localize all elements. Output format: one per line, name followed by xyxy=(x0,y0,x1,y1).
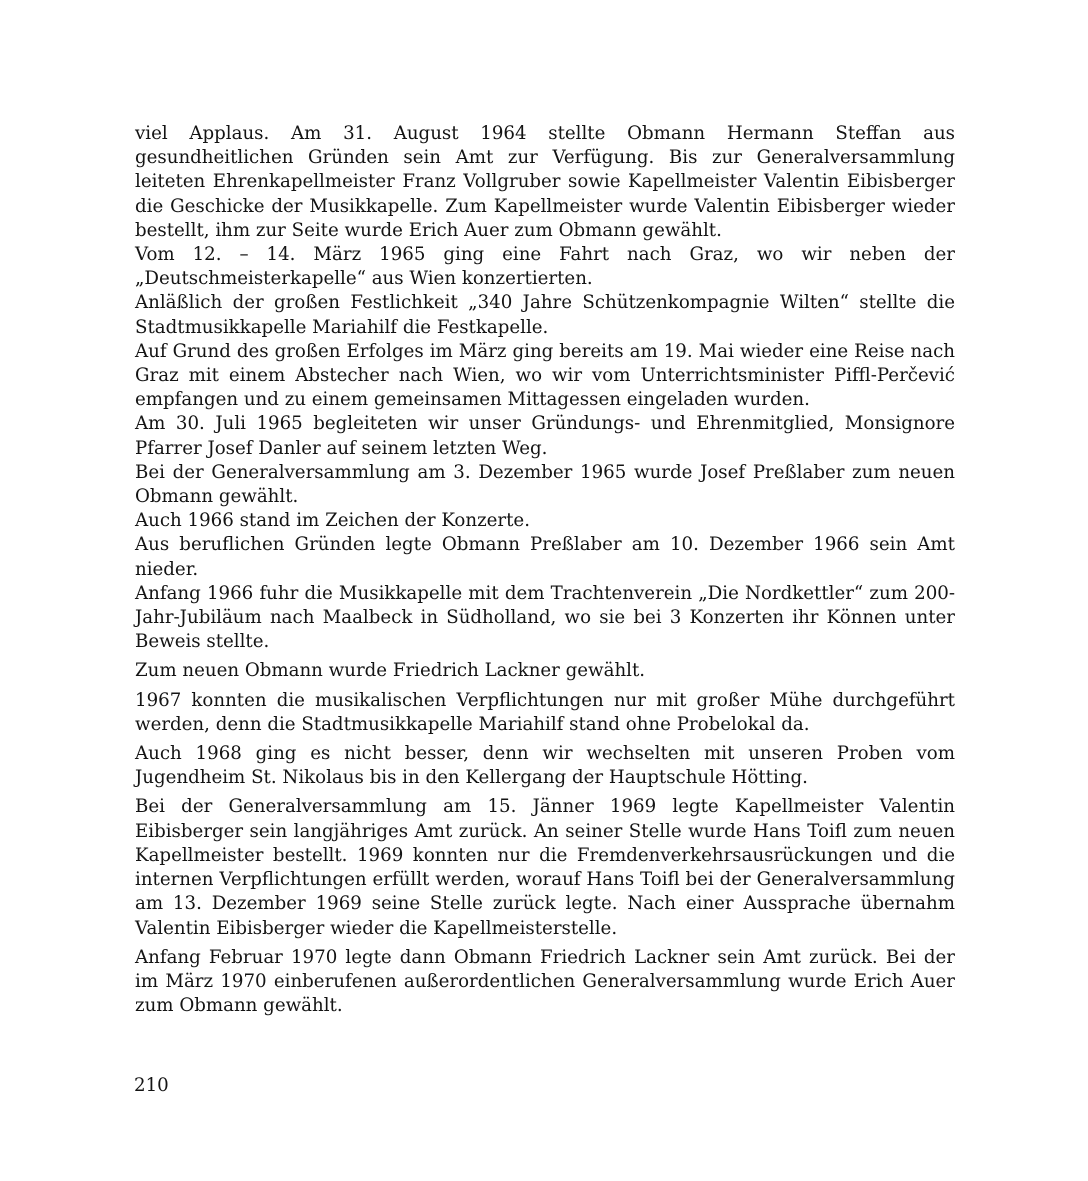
paragraph-graz-maerz-1965: Vom 12. – 14. März 1965 ging eine Fahrt nach Graz, wo wir neben der „Deutschmeisterkapelle“ aus Wien konzertierten. xyxy=(135,244,955,290)
paragraph-schuetzenkompagnie: Anläßlich der großen Festlichkeit „340 Jahre Schützenkompagnie Wilten“ stellte die Stadtmusikkapelle Mariahilf die Festkapelle. xyxy=(135,292,955,338)
paragraph-1967: 1967 konnten die musikalischen Verpflichtungen nur mit großer Mühe durchgeführt werden, denn die Stadtmusikkapelle Mariahilf stand ohne Probelokal da. xyxy=(135,689,955,735)
paragraph-graz-mai: Auf Grund des großen Erfolges im März ging bereits am 19. Mai wieder eine Reise nach Graz mit einem Abstecher nach Wien, wo wir vom Unterrichtsminister Piffl-Perčević empfangen und zu einem gemeinsamen Mittagessen eingeladen wurden. xyxy=(135,340,955,411)
paragraph-applaus-1964: viel Applaus. Am 31. August 1964 stellte Obmann Hermann Steffan aus gesundheitlichen Gründen sein Amt zur Verfügung. Bis zur Generalversammlung leiteten Ehrenkapellmeister Franz Vollgruber sowie Kapellmeister Valentin Eibisberger die Geschicke der Musikkapelle. Zum Kapellmeister wurde Valentin Eibisberger wieder bestellt, ihm zur Seite wurde Erich Auer zum Obmann gewählt. xyxy=(135,123,955,241)
paragraph-konzerte-1966: Auch 1966 stand im Zeichen der Konzerte. xyxy=(135,510,530,532)
paragraph-1968: Auch 1968 ging es nicht besser, denn wir wechselten mit unseren Proben vom Jugendheim St. Nikolaus bis in den Kellergang der Hauptschule Hötting. xyxy=(135,743,955,789)
paragraph-lackner: Zum neuen Obmann wurde Friedrich Lackner gewählt. xyxy=(135,660,646,682)
paragraph-dezember-1965: Bei der Generalversammlung am 3. Dezember 1965 wurde Josef Preßlaber zum neuen Obmann gewählt. xyxy=(135,461,955,508)
paragraph-1969: Bei der Generalversammlung am 15. Jänner 1969 legte Kapellmeister Valentin Eibisberger sein langjähriges Amt zurück. An seiner Stelle wurde Hans Toifl zum neuen Kapellmeister bestellt. 1969 konnten nur die Fremdenverkehrsausrückungen und die internen Verpflichtungen erfüllt werden, worauf Hans Toifl bei der Generalversammlung am 13. Dezember 1969 seine Stelle zurück legte. Nach einer Aussprache übernahm Valentin Eibisberger wieder die Kapellmeisterstelle. xyxy=(135,796,955,939)
page-number: 210 xyxy=(134,1075,169,1096)
paragraph-presslaber-1966: Aus beruflichen Gründen legte Obmann Preßlaber am 10. Dezember 1966 sein Amt nieder. xyxy=(135,534,955,580)
body-text xyxy=(135,122,955,1018)
paragraph-suedholland: Anfang 1966 fuhr die Musikkapelle mit dem Trachtenverein „Die Nordkettler“ zum 200-Jahr-Jubiläum nach Maalbeck in Südholland, wo sie bei 3 Konzerten ihr Können unter Beweis stellte. xyxy=(135,582,955,653)
paragraph-juli-1965: Am 30. Juli 1965 begleiteten wir unser Gründungs- und Ehrenmitglied, Monsignore Pfarrer Josef Danler auf seinem letzten Weg. xyxy=(135,413,955,459)
paragraph-1970: Anfang Februar 1970 legte dann Obmann Friedrich Lackner sein Amt zurück. Bei der im März 1970 einberufenen außerordentlichen Generalversammlung wurde Erich Auer zum Obmann gewählt. xyxy=(135,946,955,1017)
